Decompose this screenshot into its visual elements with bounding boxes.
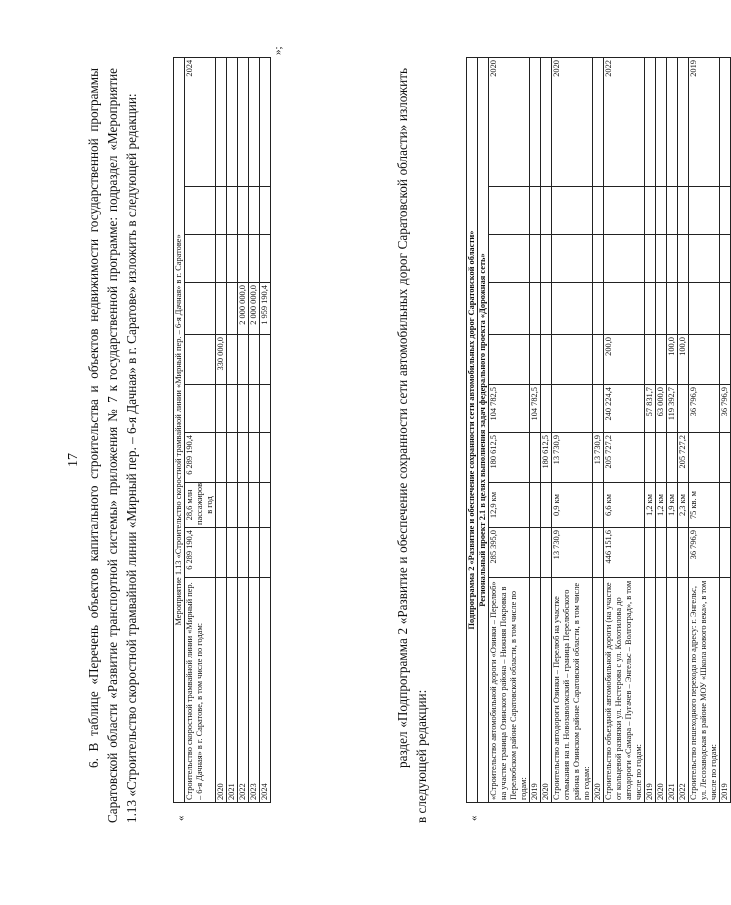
- table-cell: [249, 527, 260, 577]
- table-cell: 13 730,9: [552, 432, 593, 482]
- table-cell: [260, 57, 271, 186]
- table-cell: 240 224,4: [604, 384, 645, 432]
- table-cell: 13 730,9: [593, 432, 604, 482]
- table-cell: [530, 334, 541, 384]
- table-cell: [593, 234, 604, 282]
- table-cell: 2 000 000,0: [249, 282, 260, 334]
- table-row: [552, 57, 593, 802]
- table-cell: [541, 334, 552, 384]
- table-cell: 0,9 км: [552, 482, 593, 527]
- table-cell: [541, 527, 552, 577]
- table-cell: [645, 334, 656, 384]
- table-cell: [227, 234, 238, 282]
- table-row: [260, 57, 271, 802]
- table-row: [656, 57, 667, 802]
- row-label-cell: 2019: [720, 577, 731, 802]
- table-cell: 28,6 млн пассажиров в год: [185, 482, 216, 527]
- table-cell: [260, 482, 271, 527]
- quote-open-1: «: [175, 815, 187, 821]
- table-cell: [489, 234, 530, 282]
- table-cell: [238, 234, 249, 282]
- table-cell: [489, 186, 530, 234]
- table-cell: [249, 432, 260, 482]
- table-cell: [720, 482, 731, 527]
- table-cell: 2,3 км: [678, 482, 689, 527]
- table-cell: [530, 57, 541, 186]
- table-cell: [678, 527, 689, 577]
- row-label-cell: Строительство объездной автомобильной дороги (на участке от кольцевой развязки ул. Нестерова с ул. Колотилова до автодороги «Самара – Пугачев – Энгельс – Волгоград», в том числе по годам:: [604, 577, 645, 802]
- table-cell: [552, 234, 593, 282]
- table-cell: 1,2 км: [656, 482, 667, 527]
- table-cell: [689, 234, 720, 282]
- table-cell: [238, 527, 249, 577]
- table-cell: [552, 384, 593, 432]
- table-cell: [720, 334, 731, 384]
- paragraph-item-6: 6. В таблице «Перечень объектов капитального строительства и объектов недвижимости государственной программы Саратовской области «Развитие транспортной системы» приложения № 7 к государственной программе: подраздел «Мероприятие 1.13 «Строительство скоростной трамвайной линии «Мирный пер. – 6-я Дачная» в г. Саратове» изложить в следующей редакции:: [86, 67, 139, 823]
- table-cell: [593, 527, 604, 577]
- row-label-cell: 2019: [645, 577, 656, 802]
- table-header-cell: Мероприятие 1.13 «Строительство скоростной трамвайной линии «Мирный пер. – 6-я Дачная» в г. Саратове»: [174, 57, 185, 802]
- table-cell: [656, 432, 667, 482]
- table-cell: [720, 57, 731, 186]
- table-cell: [249, 57, 260, 186]
- table-cell: [238, 384, 249, 432]
- table-row: [249, 57, 260, 802]
- table-cell: [216, 384, 227, 432]
- table-cell: [216, 57, 227, 186]
- table-cell: [227, 384, 238, 432]
- row-label-cell: 2020: [541, 577, 552, 802]
- table-trolley-line: [173, 56, 271, 802]
- table-cell: 2022: [604, 57, 645, 186]
- table-header-row: [467, 57, 478, 802]
- table-cell: [656, 334, 667, 384]
- table-cell: [667, 186, 678, 234]
- table-cell: 205 727,2: [678, 432, 689, 482]
- table-cell: [530, 234, 541, 282]
- table-cell: [249, 384, 260, 432]
- table-cell: [552, 186, 593, 234]
- quote-close-1: »;: [272, 45, 284, 55]
- table-row: [645, 57, 656, 802]
- table-cell: [667, 432, 678, 482]
- table-cell: [541, 57, 552, 186]
- table-cell: 75 кв. м: [689, 482, 720, 527]
- row-label-cell: 2022: [238, 577, 249, 802]
- table-cell: [260, 432, 271, 482]
- table-cell: 330 000,0: [216, 334, 227, 384]
- table-cell: [216, 527, 227, 577]
- table-cell: [645, 234, 656, 282]
- table-cell: 100,0: [667, 334, 678, 384]
- table-cell: [720, 527, 731, 577]
- table-cell: [260, 186, 271, 234]
- table-cell: [541, 282, 552, 334]
- row-label-cell: 2020: [216, 577, 227, 802]
- table-row: [227, 57, 238, 802]
- table-cell: 200,0: [604, 334, 645, 384]
- table-cell: [667, 234, 678, 282]
- table-cell: [645, 527, 656, 577]
- table-cell: [185, 384, 216, 432]
- table-cell: [604, 186, 645, 234]
- table-cell: [720, 234, 731, 282]
- table-cell: [689, 432, 720, 482]
- table-cell: [530, 527, 541, 577]
- table-cell: [489, 334, 530, 384]
- table-cell: 104 782,5: [530, 384, 541, 432]
- table-cell: [227, 57, 238, 186]
- table-cell: [227, 282, 238, 334]
- table-cell: 180 612,5: [489, 432, 530, 482]
- table-cell: [227, 186, 238, 234]
- table-cell: [541, 186, 552, 234]
- table-row: [667, 57, 678, 802]
- table-cell: [645, 57, 656, 186]
- table-cell: 2019: [689, 57, 720, 186]
- table-cell: [689, 334, 720, 384]
- table-cell: [185, 282, 216, 334]
- table-cell: 2024: [185, 57, 216, 186]
- table-cell: 36 796,9: [689, 384, 720, 432]
- table-cell: [593, 186, 604, 234]
- table-cell: [593, 57, 604, 186]
- table-cell: [667, 57, 678, 186]
- table-cell: [667, 527, 678, 577]
- table-cell: [593, 482, 604, 527]
- table-header-row: [478, 57, 489, 802]
- table-cell: 285 395,0: [489, 527, 530, 577]
- table-cell: [678, 234, 689, 282]
- table-row: [185, 57, 216, 802]
- table-cell: 100,0: [678, 334, 689, 384]
- table-cell: [249, 186, 260, 234]
- table-cell: [720, 186, 731, 234]
- table-cell: [260, 384, 271, 432]
- table-cell: [216, 282, 227, 334]
- table-cell: [667, 282, 678, 334]
- table-cell: 6 289 190,4: [185, 527, 216, 577]
- table-cell: [489, 282, 530, 334]
- table-cell: [552, 334, 593, 384]
- table-cell: [593, 384, 604, 432]
- table-cell: [227, 334, 238, 384]
- table-cell: [678, 186, 689, 234]
- table-cell: [260, 527, 271, 577]
- row-label-cell: 2019: [530, 577, 541, 802]
- table-cell: 2 000 000,0: [238, 282, 249, 334]
- table-cell: [604, 234, 645, 282]
- table-header-row: [174, 57, 185, 802]
- row-label-cell: 2022: [678, 577, 689, 802]
- table-cell: [260, 234, 271, 282]
- table-cell: [238, 334, 249, 384]
- table-cell: [227, 527, 238, 577]
- table-row: [238, 57, 249, 802]
- table-row: [678, 57, 689, 802]
- table-cell: 57 831,7: [645, 384, 656, 432]
- table-cell: [552, 282, 593, 334]
- table-cell: 13 730,9: [552, 527, 593, 577]
- table-cell: [530, 282, 541, 334]
- table-cell: 1,2 км: [645, 482, 656, 527]
- table-row: [593, 57, 604, 802]
- row-label-cell: 2021: [227, 577, 238, 802]
- table-cell: [530, 186, 541, 234]
- row-label-cell: 2023: [249, 577, 260, 802]
- table-cell: [678, 282, 689, 334]
- table-cell: [216, 432, 227, 482]
- table-cell: [678, 57, 689, 186]
- table-cell: [689, 186, 720, 234]
- table-cell: 36 796,9: [720, 384, 731, 432]
- table-cell: 6 289 190,4: [185, 432, 216, 482]
- page-number: 17: [66, 452, 81, 467]
- table-cell: [645, 432, 656, 482]
- row-label-cell: Строительство пешеходного перехода по адресу: г. Энгельс, ул. Лесозаводская в районе МОУ «Школа нового века», в том числе по годам:: [689, 577, 720, 802]
- table-roads: [466, 57, 731, 803]
- rotated-content: [20, 23, 729, 883]
- row-label-cell: 2021: [667, 577, 678, 802]
- table-cell: [530, 432, 541, 482]
- table-cell: [238, 186, 249, 234]
- table-row: [530, 57, 541, 802]
- table-cell: [645, 282, 656, 334]
- table-cell: 180 612,5: [541, 432, 552, 482]
- table-cell: [238, 482, 249, 527]
- table-cell: [227, 482, 238, 527]
- table-cell: [689, 282, 720, 334]
- table-header-cell: Региональный проект 2.1 в целях выполнения задач федерального проекта «Дорожная сеть»: [478, 57, 489, 802]
- table-cell: [541, 234, 552, 282]
- row-label-cell: 2024: [260, 577, 271, 802]
- table-cell: [656, 282, 667, 334]
- table-cell: [185, 234, 216, 282]
- table-cell: [238, 57, 249, 186]
- table-cell: [541, 384, 552, 432]
- row-label-cell: 2020: [593, 577, 604, 802]
- table-cell: 205 727,2: [604, 432, 645, 482]
- table-cell: [656, 527, 667, 577]
- table-header-cell: Подпрограмма 2 «Развитие и обеспечение сохранности сети автомобильных дорог Саратовской области»: [467, 57, 478, 802]
- quote-open-2: «: [468, 815, 480, 821]
- table-cell: 1,9 км: [667, 482, 678, 527]
- table-cell: 36 796,9: [689, 527, 720, 577]
- table-cell: [720, 282, 731, 334]
- table-cell: [185, 334, 216, 384]
- table-cell: 2020: [552, 57, 593, 186]
- table-cell: [185, 186, 216, 234]
- table-cell: 1 959 190,4: [260, 282, 271, 334]
- table-row: [720, 57, 731, 802]
- row-label-cell: Строительство автодороги Озинки – Перелюб на участке отмыкания на п. Новозаволжский – граница Перелюбского района в Озинском районе Саратовской области, в том числе по годам:: [552, 577, 593, 802]
- table-cell: [249, 482, 260, 527]
- row-label-cell: Строительство скоростной трамвайной линии «Мирный пер. – 6-я Дачная» в г. Саратове, в том числе по годам:: [185, 577, 216, 802]
- table-cell: [260, 334, 271, 384]
- table-cell: [216, 482, 227, 527]
- paragraph-section-2: раздел «Подпрограмма 2 «Развитие и обеспечение сохранности сети автомобильных дорог Саратовской области» изложить в следующей редакции:: [395, 67, 429, 823]
- table-cell: 446 151,6: [604, 527, 645, 577]
- table-cell: [593, 282, 604, 334]
- table-cell: [656, 186, 667, 234]
- table-cell: [227, 432, 238, 482]
- table-row: [216, 57, 227, 802]
- table-cell: [541, 482, 552, 527]
- table-cell: 6,6 км: [604, 482, 645, 527]
- table-cell: [645, 186, 656, 234]
- table-cell: 104 782,5: [489, 384, 530, 432]
- table-cell: 119 392,7: [667, 384, 678, 432]
- table-cell: [593, 334, 604, 384]
- table-row: [604, 57, 645, 802]
- table-cell: [249, 234, 260, 282]
- table-cell: [238, 432, 249, 482]
- table-cell: [720, 432, 731, 482]
- table-cell: [678, 384, 689, 432]
- table-cell: [530, 482, 541, 527]
- table-cell: [216, 186, 227, 234]
- row-label-cell: «Строительство автомобильной дороги «Озинки – Перелюб» на участке граница Озинского района – Нижняя Покровка в Перелюбском районе Саратовской области, в том числе по годам:: [489, 577, 530, 802]
- table-row: [489, 57, 530, 802]
- table-cell: 12,9 км: [489, 482, 530, 527]
- table-cell: [249, 334, 260, 384]
- table-row: [541, 57, 552, 802]
- table-cell: 63 000,0: [656, 384, 667, 432]
- table-cell: [216, 234, 227, 282]
- table-row: [689, 57, 720, 802]
- table-cell: [604, 282, 645, 334]
- table-cell: 2020: [489, 57, 530, 186]
- table-cell: [656, 57, 667, 186]
- row-label-cell: 2020: [656, 577, 667, 802]
- table-cell: [656, 234, 667, 282]
